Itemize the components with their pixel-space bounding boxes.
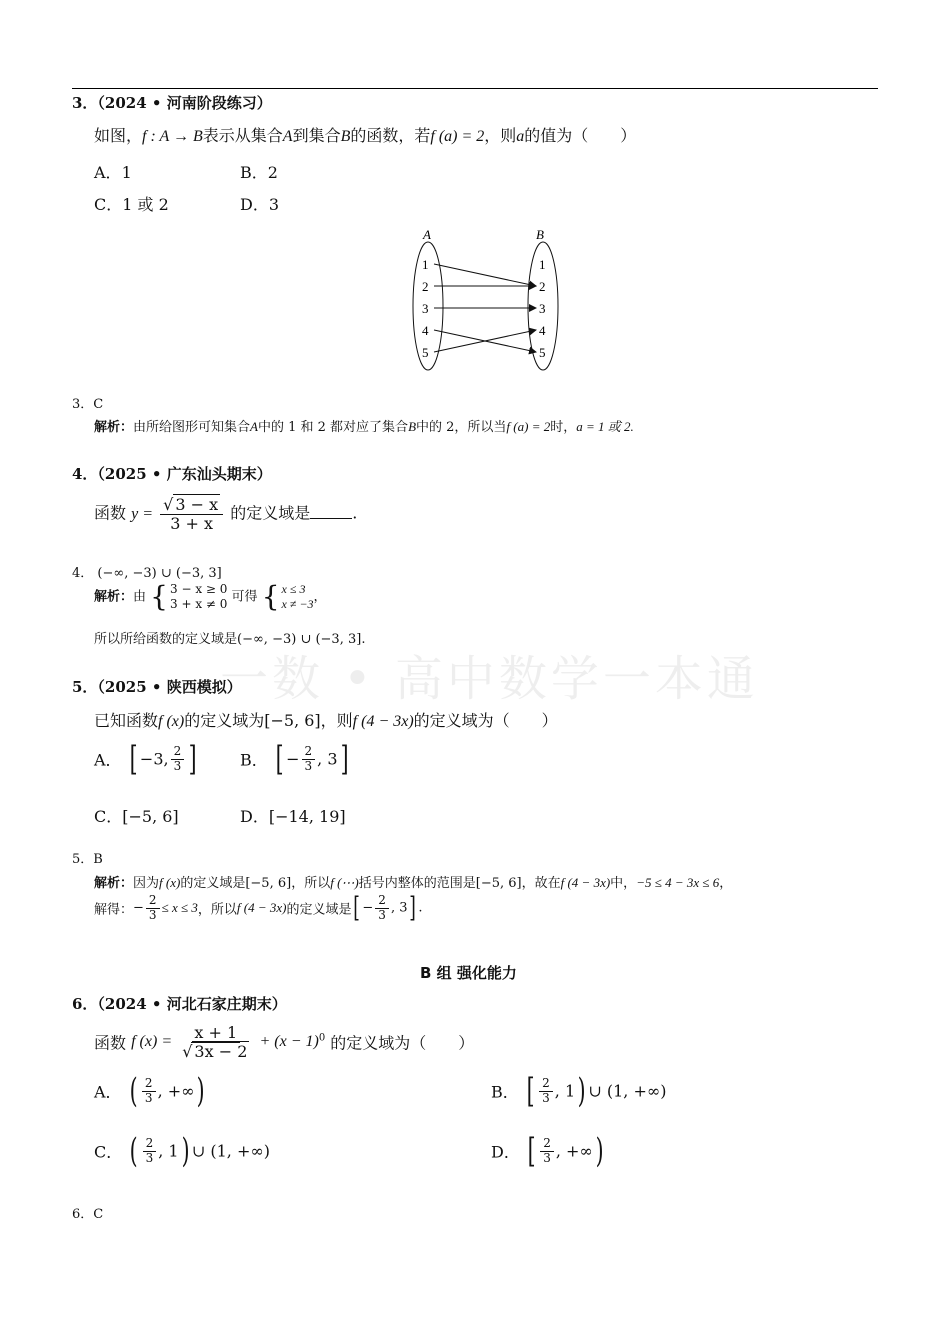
q5-answer: 5．B [72, 852, 103, 867]
set-b-label: B [536, 227, 544, 242]
q5-option-d[interactable]: D．[−14, 19] [240, 807, 346, 826]
q4-answer: 4． (−∞, −3) ∪ (−3, 3] [72, 566, 222, 581]
q5-option-a[interactable]: A． [ −3, $\frac{2}{3}$ ] [94, 739, 197, 779]
q4-explanation-line1: 解析：由 { 3 − x ≥ 0 3 + x ≠ 0 可得 { x ≤ 3 x ≠ −3 ， [94, 580, 327, 613]
watermark: 一数 • 高中数学一本通 [220, 651, 759, 707]
header-rule [72, 88, 878, 89]
q5-heading: 5．（2025 • 陕西模拟） [72, 678, 242, 696]
q4-heading: 4．（2025 • 广东汕头期末） [72, 465, 272, 483]
q4-stem: 函数 y = $\frac{√ 3 - x}{3 + x}$ 的定义域是 . [94, 495, 358, 533]
domain-element-4: 4 [422, 323, 429, 338]
q6-option-a[interactable]: A． ( $\frac{2}{3}$ , +∞) [94, 1071, 206, 1111]
set-a-label: A [423, 227, 431, 242]
q6-heading: 6．（2024 • 河北石家庄期末） [72, 995, 287, 1013]
q4-explanation-line2: 所以所给函数的定义域是(−∞, −3) ∪ (−3, 3]. [94, 632, 366, 647]
q6-option-c[interactable]: C． ( $\frac{2}{3}$ , 1) ∪ (1, +∞) [94, 1131, 270, 1171]
q3-answer: 3．C [72, 397, 104, 412]
q3-explanation: 解析：由所给图形可知集合A中的 1 和 2 都对应了集合B中的 2，所以当f (a) = 2时，a = 1 或 2. [94, 419, 634, 435]
domain-element-1: 1 [422, 257, 429, 272]
codomain-element-4: 4 [539, 323, 546, 338]
domain-element-5: 5 [422, 345, 429, 360]
codomain-element-2: 2 [539, 279, 546, 294]
q5-stem: 已知函数f (x)的定义域为[−5, 6]，则f (4 − 3x)的定义域为（ ） [94, 711, 558, 730]
q5-explanation-line1: 解析：因为f (x)的定义域是[−5, 6]，所以f (⋯)括号内整体的范围是[−5, 6]，故在f (4 − 3x)中，−5 ≤ 4 − 3x ≤ 6， [94, 875, 733, 891]
q5-option-c[interactable]: C．[−5, 6] [94, 807, 179, 826]
codomain-element-1: 1 [539, 257, 546, 272]
mapping-diagram [400, 224, 570, 374]
q6-stem: 函数 f (x) = $\frac{x + 1}{√ 3x - 2}$ + $(x - 1)^0$ 的定义域为（ ） [94, 1023, 475, 1061]
mapping-arrow-1-to-2 [434, 264, 536, 286]
q6-option-b[interactable]: B． [ $\frac{2}{3}$ , 1) ∪ (1, +∞) [491, 1071, 667, 1111]
q6-option-d[interactable]: D． [ $\frac{2}{3}$ , +∞) [491, 1131, 604, 1171]
domain-element-2: 2 [422, 279, 429, 294]
q6-answer: 6．C [72, 1207, 104, 1222]
domain-element-3: 3 [422, 301, 429, 316]
section-b-title: B 组 强化能力 [420, 964, 517, 982]
q5-option-b[interactable]: B． [ − $\frac{2}{3}$ , 3] [240, 739, 349, 779]
q3-stem: 如图，f : A → B表示从集合A到集合B的函数，若f (a) = 2，则a的值为（ ） [94, 126, 637, 145]
q3-option-d[interactable]: D．3 [240, 195, 280, 214]
codomain-element-5: 5 [539, 345, 546, 360]
q5-explanation-line2: 解得：− $\frac{2}{3}$ ≤ x ≤ 3，所以f (4 − 3x)的定义域是[ − $\frac{2}{3}$ , 3] . [94, 891, 423, 924]
q3-heading: 3．（2024 • 河南阶段练习） [72, 94, 272, 112]
q3-option-b[interactable]: B．2 [240, 163, 278, 182]
q3-option-c[interactable]: C．1 或 2 [94, 195, 169, 214]
q3-option-a[interactable]: A．1 [94, 163, 132, 182]
codomain-element-3: 3 [539, 301, 546, 316]
